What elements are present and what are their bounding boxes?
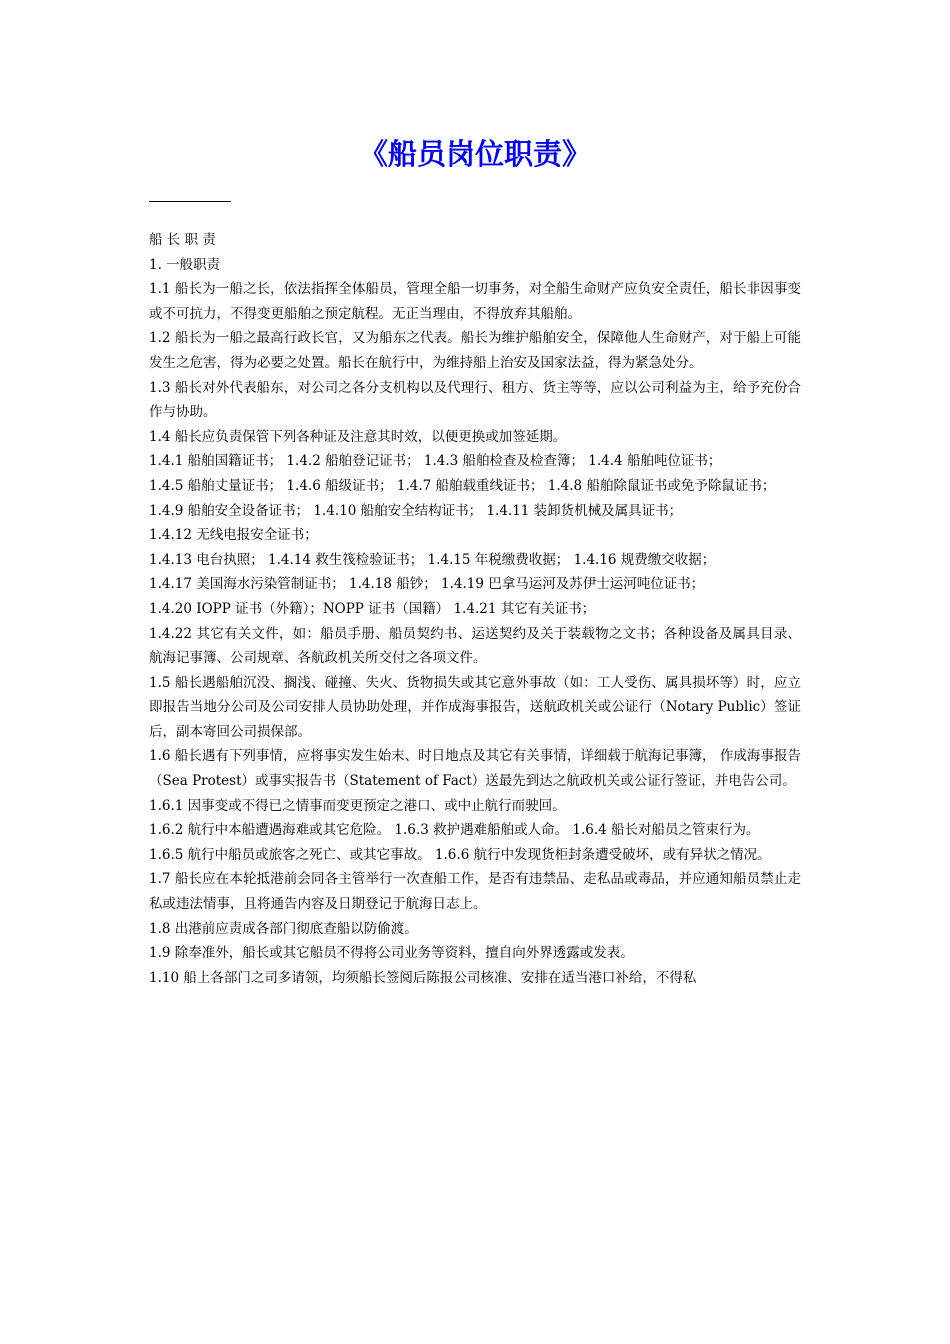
document-body [149, 228, 801, 990]
paragraph: 1.6.1 因事变或不得已之情事而变更预定之港口、或中止航行而驶回。 [149, 797, 566, 814]
paragraph: 1.4.1 船舶国籍证书； 1.4.2 船舶登记证书； 1.4.3 船舶检查及检查簿； 1.4.4 船舶吨位证书； [149, 453, 722, 470]
paragraph: 1.9 除奉准外，船长或其它船员不得将公司业务等资料，擅自向外界透露或发表。 [149, 945, 634, 962]
paragraph: 1.4.5 船舶丈量证书； 1.4.6 船级证书； 1.4.7 船舶载重线证书； 1.4.8 船舶除鼠证书或免予除鼠证书； [149, 477, 776, 494]
paragraph: 1.6.5 航行中船员或旅客之死亡、或其它事故。 1.6.6 航行中发现货柜封条遭受破坏，或有异状之情况。 [149, 846, 771, 863]
document-title: 《船员岗位职责》 [358, 137, 591, 171]
paragraph: 1.10 船上各部门之司多请领，均须船长签阅后陈报公司核准、安排在适当港口补给，不得私 [149, 969, 697, 986]
paragraph: 1.3 船长对外代表船东，对公司之各分支机构以及代理行、租方、货主等等，应以公司利益为主，给予充份合作与协助。 [149, 379, 801, 421]
paragraph: 1.4.12 无线电报安全证书； [149, 527, 318, 544]
subsection-heading: 1. 一般职责 [149, 256, 221, 273]
paragraph: 1.4.22 其它有关文件，如：船员手册、船员契约书、运送契约及关于装载物之文书；各种设备及属具目录、航海记事簿、公司规章、各航政机关所交付之各项文件。 [149, 625, 801, 667]
paragraph: 1.4.9 船舶安全设备证书； 1.4.10 船舶安全结构证书； 1.4.11 装卸货机械及属具证书； [149, 502, 683, 519]
paragraph: 1.7 船长应在本轮抵港前会同各主管举行一次查船工作，是否有违禁品、走私品或毒品，并应通知船员禁止走私或违法情事，且将通告内容及日期登记于航海日志上。 [149, 871, 801, 913]
paragraph: 1.6 船长遇有下列事情，应将事实发生始末、时日地点及其它有关事情，详细载于航海记事簿， 作成海事报告（Sea Protest）或事实报告书（Statement of Fact）送最先到达之航政机关或公证行签证，并电告公司。 [149, 748, 801, 790]
paragraph: 1.4.20 IOPP 证书（外籍）；NOPP 证书（国籍） 1.4.21 其它有关证书； [149, 600, 596, 617]
paragraph: 1.1 船长为一船之长，依法指挥全体船员，管理全船一切事务，对全船生命财产应负安全责任，船长非因事变或不可抗力，不得变更船舶之预定航程。无正当理由，不得放弃其船舶。 [149, 281, 801, 322]
paragraph: 1.4.17 美国海水污染管制证书； 1.4.18 船钞； 1.4.19 巴拿马运河及苏伊士运河吨位证书； [149, 576, 705, 593]
paragraph: 1.5 船长遇船舶沉没、搁浅、碰撞、失火、货物损失或其它意外事故（如：工人受伤、属具损坏等）时，应立即报告当地分公司及公司安排人员协助处理，并作成海事报告，送航政机关或公证行（Notary Public）签证后，副本寄回公司损保部。 [149, 674, 801, 740]
title-underline-rule [149, 201, 231, 202]
paragraph: 1.6.2 航行中本船遭遇海难或其它危险。 1.6.3 救护遇难船舶或人命。 1.6.4 船长对船员之管束行为。 [149, 822, 760, 839]
section-heading: 船 长 职 责 [149, 232, 216, 248]
paragraph: 1.8 出港前应责成各部门彻底查船以防偷渡。 [149, 920, 418, 937]
paragraph: 1.4 船长应负责保管下列各种证及注意其时效，以便更换或加签延期。 [149, 428, 567, 445]
paragraph: 1.4.13 电台执照； 1.4.14 救生筏检验证书； 1.4.15 年税缴费收据； 1.4.16 规费缴交收据； [149, 551, 716, 568]
paragraph: 1.2 船长为一船之最高行政长官，又为船东之代表。船长为维护船舶安全，保障他人生命财产，对于船上可能发生之危害，得为必要之处置。船长在航行中，为维持船上治安及国家法益，得为紧急处分。 [149, 330, 801, 371]
